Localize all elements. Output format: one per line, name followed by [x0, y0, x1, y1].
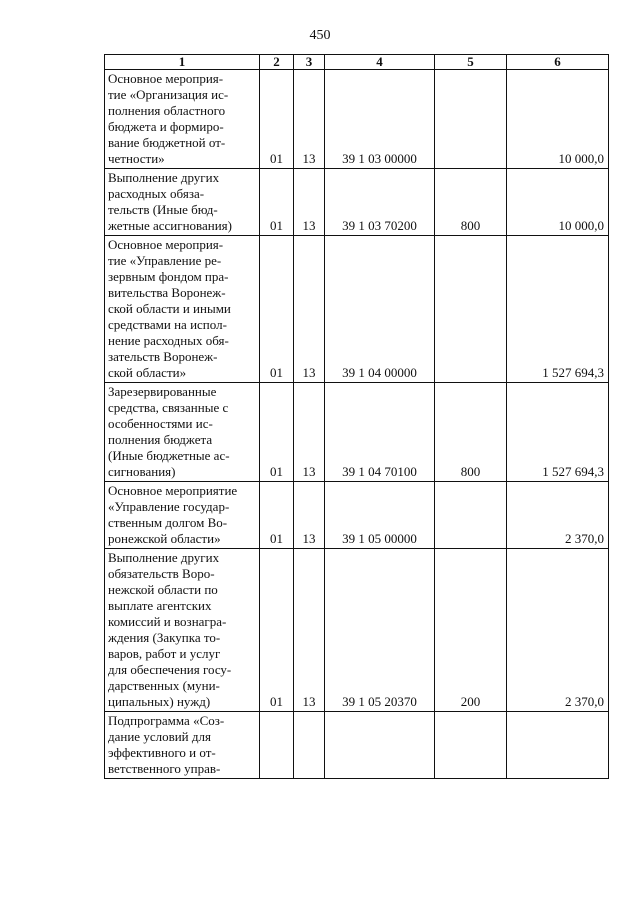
description-line: ждения (Закупка то- [108, 630, 221, 645]
description-line: Основное мероприятие [108, 483, 238, 498]
header-col-2: 2 [260, 55, 294, 70]
description-line: ской области и иными [108, 301, 231, 316]
description-line: выплате агентских [108, 598, 212, 613]
header-col-1: 1 [105, 55, 260, 70]
table-row [105, 236, 609, 383]
target-article-code: 39 1 04 00000 [325, 236, 435, 383]
description-line: вительства Воронеж- [108, 285, 226, 300]
amount: 10 000,0 [507, 70, 609, 169]
description-line: полнения бюджета [108, 432, 213, 447]
amount: 10 000,0 [507, 169, 609, 236]
amount: 1 527 694,3 [507, 383, 609, 482]
amount: 2 370,0 [507, 482, 609, 549]
header-col-6: 6 [507, 55, 609, 70]
description-line: жетные ассигнования) [108, 218, 232, 233]
section-code: 01 [260, 383, 294, 482]
subsection-code: 13 [294, 482, 325, 549]
description-line: Основное мероприя- [108, 237, 224, 252]
target-article-code: 39 1 03 00000 [325, 70, 435, 169]
description-line: ветственного управ- [108, 761, 221, 776]
description-line: комиссий и вознагра- [108, 614, 227, 629]
description-line: Зарезервированные [108, 384, 217, 399]
description-line: тельств (Иные бюд- [108, 202, 218, 217]
expense-type-code [435, 70, 507, 169]
description-line: ронежской области» [108, 531, 221, 546]
description-line: Выполнение других [108, 550, 220, 565]
table-body [105, 70, 609, 779]
description-line: дание условий для [108, 729, 211, 744]
table-row [105, 549, 609, 712]
description-line: средства, связанные с [108, 400, 229, 415]
row-description [105, 70, 260, 169]
description-line: тие «Организация ис- [108, 87, 229, 102]
description-line: для обеспечения госу- [108, 662, 232, 677]
expense-type-code: 800 [435, 383, 507, 482]
header-col-4: 4 [325, 55, 435, 70]
expense-type-code [435, 482, 507, 549]
expense-type-code: 800 [435, 169, 507, 236]
row-description [105, 383, 260, 482]
description-line: (Иные бюджетные ас- [108, 448, 230, 463]
description-line: ципальных) нужд) [108, 694, 211, 709]
amount: 2 370,0 [507, 549, 609, 712]
description-line: дарственных (муни- [108, 678, 220, 693]
expense-type-code: 200 [435, 549, 507, 712]
description-line: обязательств Воро- [108, 566, 215, 581]
row-description [105, 549, 260, 712]
amount: 1 527 694,3 [507, 236, 609, 383]
page-number: 450 [309, 28, 331, 43]
table-row [105, 712, 609, 779]
subsection-code: 13 [294, 549, 325, 712]
table-row [105, 383, 609, 482]
description-line: Основное мероприя- [108, 71, 224, 86]
section-code [260, 712, 294, 779]
budget-table [104, 54, 609, 779]
table-row [105, 482, 609, 549]
header-col-5: 5 [435, 55, 507, 70]
header-col-3: 3 [294, 55, 325, 70]
section-code: 01 [260, 549, 294, 712]
section-code: 01 [260, 236, 294, 383]
table-row [105, 169, 609, 236]
description-line: особенностями ис- [108, 416, 213, 431]
description-line: ственным долгом Во- [108, 515, 228, 530]
description-line: зательств Воронеж- [108, 349, 218, 364]
subsection-code [294, 712, 325, 779]
subsection-code: 13 [294, 70, 325, 169]
row-description [105, 236, 260, 383]
section-code: 01 [260, 169, 294, 236]
target-article-code: 39 1 03 70200 [325, 169, 435, 236]
expense-type-code [435, 236, 507, 383]
section-code: 01 [260, 482, 294, 549]
description-line: тие «Управление ре- [108, 253, 222, 268]
subsection-code: 13 [294, 236, 325, 383]
header-row [105, 55, 609, 70]
description-line: «Управление государ- [108, 499, 230, 514]
description-line: варов, работ и услуг [108, 646, 221, 661]
description-line: нение расходных обя- [108, 333, 229, 348]
target-article-code: 39 1 05 20370 [325, 549, 435, 712]
section-code: 01 [260, 70, 294, 169]
description-line: ской области» [108, 365, 187, 380]
subsection-code: 13 [294, 383, 325, 482]
row-description [105, 712, 260, 779]
description-line: зервным фондом пра- [108, 269, 229, 284]
description-line: сигнования) [108, 464, 176, 479]
row-description [105, 482, 260, 549]
description-line: расходных обяза- [108, 186, 205, 201]
description-line: Подпрограмма «Соз- [108, 713, 225, 728]
description-line: средствами на испол- [108, 317, 227, 332]
row-description [105, 169, 260, 236]
expense-type-code [435, 712, 507, 779]
description-line: нежской области по [108, 582, 218, 597]
description-line: полнения областного [108, 103, 226, 118]
target-article-code: 39 1 05 00000 [325, 482, 435, 549]
amount [507, 712, 609, 779]
description-line: вание бюджетной от- [108, 135, 226, 150]
target-article-code [325, 712, 435, 779]
description-line: бюджета и формиро- [108, 119, 224, 134]
description-line: Выполнение других [108, 170, 220, 185]
description-line: четности» [108, 151, 165, 166]
subsection-code: 13 [294, 169, 325, 236]
description-line: эффективного и от- [108, 745, 216, 760]
target-article-code: 39 1 04 70100 [325, 383, 435, 482]
table-row [105, 70, 609, 169]
